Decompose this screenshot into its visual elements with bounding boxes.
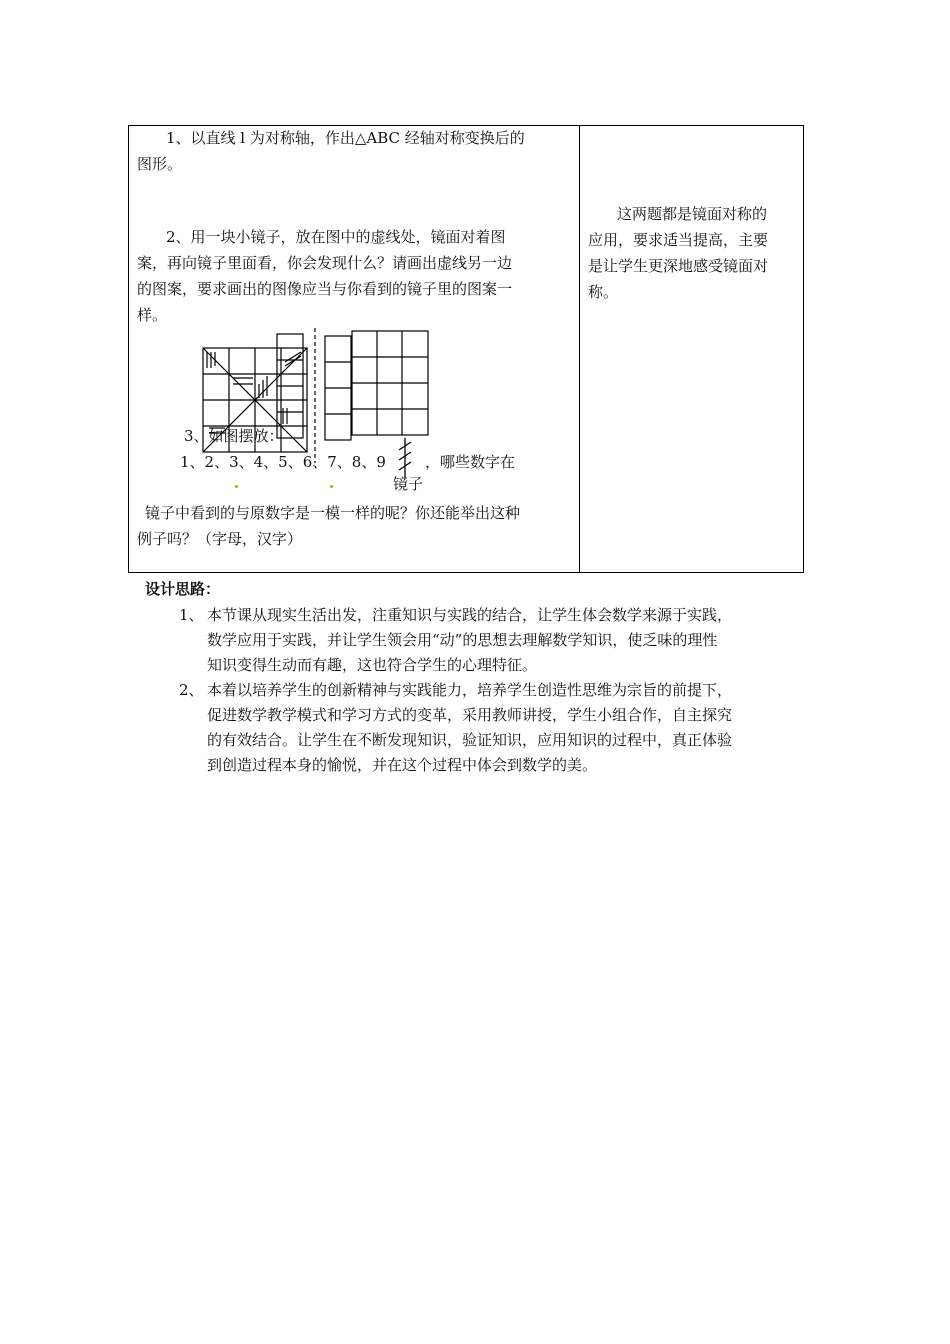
q1-line2: 图形。: [137, 155, 183, 173]
q1-line1: 1、以直线 l 为对称轴，作出△ABC 经轴对称变换后的: [166, 129, 525, 147]
decor-dot: [330, 485, 333, 488]
design-item2-line3: 的有效结合。让学生在不断发现知识，验证知识，应用知识的过程中，真正体验: [207, 731, 733, 749]
design-item1-line3: 知识变得生动而有趣，这也符合学生的心理特征。: [207, 656, 538, 674]
q3-tail: ，哪些数字在: [425, 453, 516, 471]
note-line1: 这两题都是镜面对称的: [617, 205, 768, 223]
q3-label: 3、如图摆放：: [184, 427, 284, 445]
design-item2-line1: 本着以培养学生的创新精神与实践能力，培养学生创造性思维为宗旨的前提下，: [207, 681, 733, 699]
q2-line4: 样。: [137, 306, 168, 324]
design-item2-line2: 促进数学教学模式和学习方式的变革，采用教师讲授，学生小组合作，自主探究: [207, 706, 733, 724]
design-item2-line4: 到创造过程本身的愉悦，并在这个过程中体会到数学的美。: [207, 756, 598, 774]
mirror-label: 镜子: [393, 475, 424, 493]
design-heading: 设计思路：: [145, 580, 221, 598]
decor-dot: [235, 485, 238, 488]
note-line2: 应用，要求适当提高，主要: [588, 231, 769, 249]
q3-numbers: 1、2、3、4、5、6、7、8、9: [180, 453, 386, 471]
design-item2-number: 2、: [179, 681, 204, 699]
q2-line2: 案，再向镜子里面看，你会发现什么？请画出虚线另一边: [137, 254, 513, 272]
design-item1-line1: 本节课从现实生活出发，注重知识与实践的结合，让学生体会数学来源于实践，: [207, 606, 733, 624]
design-item1-line2: 数学应用于实践，并让学生领会用“动”的思想去理解数学知识，使乏味的理性: [207, 631, 718, 649]
q2-line1: 2、用一块小镜子，放在图中的虚线处，镜面对着图: [166, 228, 506, 246]
design-item1-number: 1、: [179, 606, 204, 624]
q2-line3: 的图案，要求画出的图像应当与你看到的镜子里的图案一: [137, 280, 513, 298]
q3-line3: 例子吗？（字母，汉字）: [137, 530, 303, 548]
q3-line2: 镜子中看到的与原数字是一模一样的呢？你还能举出这种: [145, 504, 521, 522]
note-line4: 称。: [588, 283, 619, 301]
note-line3: 是让学生更深地感受镜面对: [588, 257, 769, 275]
table-column-divider: [579, 125, 580, 573]
